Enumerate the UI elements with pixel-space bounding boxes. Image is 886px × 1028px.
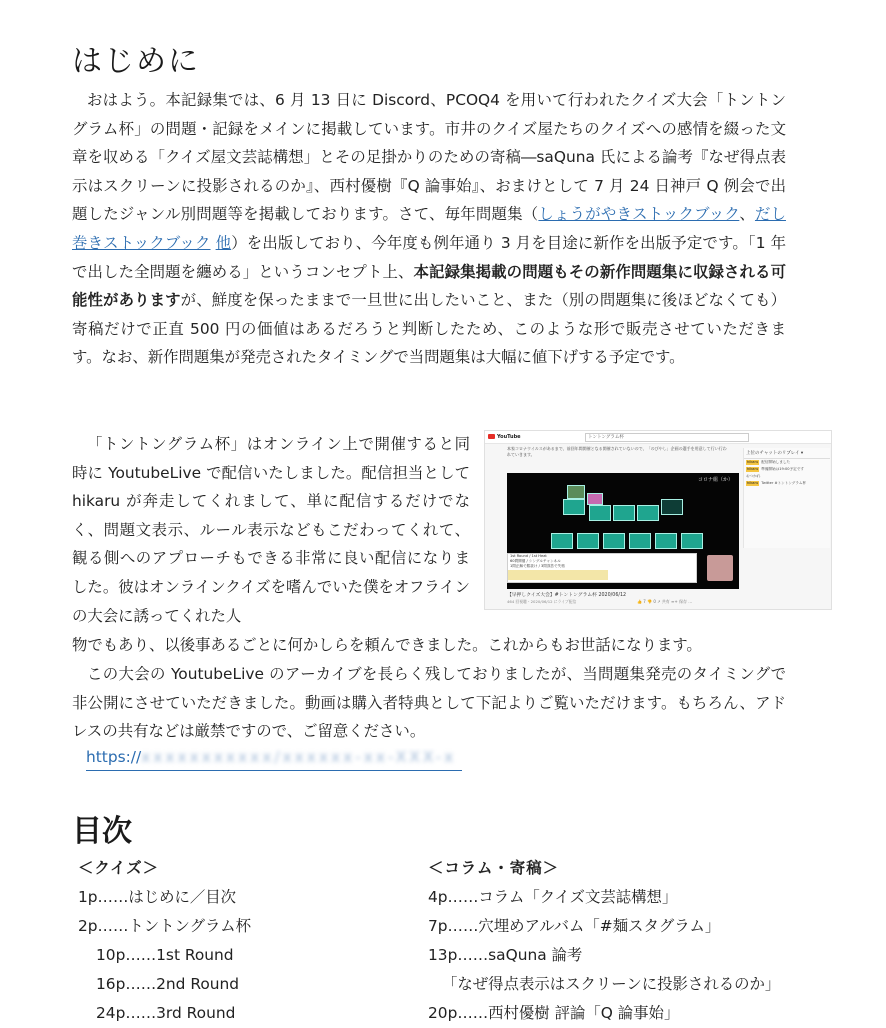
- video-title: 【早押しクイズ大会】#トントングラム杯 2020/06/12: [507, 593, 627, 598]
- chat-author: hikaru: [747, 481, 759, 485]
- video-actions: 👍 7 👎 0 ↗ 共有 ≡+ 保存 …: [637, 599, 693, 604]
- youtube-logo-icon: [488, 434, 495, 439]
- chat-author: hikaru: [747, 460, 759, 464]
- chat-message: [744, 466, 830, 473]
- intro-text-2: ）を出版しており、今年度も例年通り 3 月を目途に新作を出版予定です。「1 年で出した全問題を纏める」というコンセプト上、: [72, 233, 786, 281]
- toc-item: 4p……コラム「クイズ文芸誌構想」: [428, 888, 678, 906]
- player-avatar-tile: [587, 493, 603, 505]
- video-meta: 464 回視聴・2020/06/12 にライブ配信: [507, 599, 577, 604]
- toc-item: 24p……3rd Round: [96, 1004, 236, 1022]
- youtube-screenshot: [484, 430, 832, 610]
- chat-text: Twitter #トントングラム杯: [761, 481, 807, 485]
- video-label: コロナ組（か）: [697, 477, 733, 483]
- toc-item: 「なぜ得点表示はスクリーンに投影されるのか」: [442, 975, 781, 993]
- link-dashimaki-stockbook[interactable]: だし巻きストックブック: [72, 205, 786, 252]
- toc-item: 7p……穴埋めアルバム「#麺スタグラム」: [428, 917, 721, 935]
- archive-paragraph: この大会の YoutubeLive のアーカイブを長らく残しておりましたが、当問題集発売のタイミングで非公開にさせていただきました。動画は購入者特典として下記よりご覧いただけます。もちろん、アドレスの共有などは厳禁ですので、ご留意ください。: [72, 665, 786, 741]
- player-tile: [661, 499, 683, 515]
- round-info-box: [507, 553, 697, 583]
- chat-text: 準備開始は19:00予定です: [761, 467, 804, 471]
- chat-text: 配信開始しました: [761, 460, 791, 464]
- toc-item: 20p……西村優樹 評論「Q 論事始」: [428, 1004, 680, 1022]
- toc-item: 1p……はじめに／目次: [78, 888, 237, 906]
- link-others[interactable]: 他: [215, 233, 232, 252]
- player-tile: [589, 505, 611, 521]
- info-line: 60問開催 / シングルチャンネル: [510, 559, 561, 563]
- chat-replay-panel: [743, 448, 830, 548]
- chat-message: [744, 459, 830, 466]
- toc-quiz-heading: ＜クイズ＞: [78, 859, 160, 877]
- toc-item: 13p……saQuna 論考: [428, 946, 583, 964]
- player-tile: [577, 533, 599, 549]
- youtube-description: 本家コロナウイルスがあるまで、前回年間開催となる開催されていないので、「のびやし」企画の選手を用意して行い行われていきます。: [507, 446, 727, 457]
- player-tile: [613, 505, 635, 521]
- broadcast-paragraph-continued: 物でもあり、以後事あるごとに何かしらを頼んできました。これからもお世話になります。: [72, 636, 702, 654]
- toc-item: 10p……1st Round: [96, 946, 234, 964]
- toc-column-heading: ＜コラム・寄稿＞: [428, 859, 559, 877]
- info-highlight: [508, 570, 608, 580]
- toc-item: 2p……トントングラム杯: [78, 917, 252, 935]
- youtube-search-box: トントングラム杯: [585, 433, 749, 442]
- intro-bold-notice: 本記録集掲載の問題もその新作問題集に収録される可能性があります: [72, 262, 786, 310]
- toc-item: 16p……2nd Round: [96, 975, 240, 993]
- intro-text-1: おはよう。本記録集では、6 月 13 日に Discord、PCOQ4 を用いて行われたクイズ大会「トントングラム杯」の問題・記録をメインに掲載しています。市井のクイズ屋たちのクイズへの感情を綴った文章を収める「クイズ屋文芸誌構想」とその足掛かりのための寄稿―saQuna 氏による論考『なぜ得点表示はスクリーンに投影されるのか』、西村優樹『Q 論事始』、おまけとして 7 月 24 日神戸 Q 例会で出題したジャンル別問題等を掲載しております。さて、毎年問題集（: [72, 91, 786, 224]
- player-tile: [637, 505, 659, 521]
- player-tile: [563, 499, 585, 515]
- player-tile: [681, 533, 703, 549]
- player-tile: [603, 533, 625, 549]
- youtube-header: [485, 431, 831, 444]
- player-tile: [629, 533, 651, 549]
- url-prefix: https://: [86, 748, 142, 766]
- toc-title: 目次: [72, 814, 132, 849]
- broadcast-paragraph: 「トントングラム杯」はオンライン上で開催すると同時に YoutubeLive で配信いたしました。配信担当として hikaru が奔走してくれまして、単に配信するだけでなく、問題文表示、ルール表示などもこだわってくれて、観る側へのアプローチもできる非常に良い配信になりました。彼はオンラインクイズを嗜んでいた僕をオフラインの大会に誘ってくれた人: [72, 435, 470, 625]
- intro-paragraph: [72, 86, 786, 372]
- intro-sep-1: 、: [739, 205, 755, 224]
- player-tile: [655, 533, 677, 549]
- player-tile: [551, 533, 573, 549]
- link-shogayaki-stockbook[interactable]: しょうがやきストックブック: [538, 205, 740, 224]
- chat-message: [744, 480, 830, 487]
- intro-text-3: が、鮮度を保ったままで一旦世に出したいこと、また（別の問題集に後ほどなくても）寄稿だけで正直 500 円の価値はあるだろうと判断したため、このような形で販売させていただきます。なお、新作問題集が発売されたタイミングで当問題集は大幅に値下げする予定です。: [72, 291, 786, 367]
- info-line: 1st Round / 1st Heat: [510, 554, 547, 558]
- chat-text: おつかれ: [746, 474, 761, 478]
- url-redacted: xxxxxxxxxxx/xxxxxx-xx-XXX-x: [141, 748, 457, 766]
- chat-message: [744, 473, 830, 480]
- streamer-thumbnail: [707, 555, 733, 581]
- player-avatar-tile: [567, 485, 585, 499]
- chat-header: 上位のチャットのリプレイ ▾: [744, 448, 830, 459]
- youtube-site-name: YouTube: [497, 434, 521, 440]
- toc-column-column: [428, 854, 780, 1028]
- info-line: 1問正解で勝抜け / 3問誤答で失格: [510, 564, 565, 568]
- chat-author: hikaru: [747, 467, 759, 471]
- page-title: はじめに: [72, 44, 200, 79]
- toc-quiz-column: [78, 854, 251, 1028]
- archive-url-link[interactable]: [86, 748, 462, 771]
